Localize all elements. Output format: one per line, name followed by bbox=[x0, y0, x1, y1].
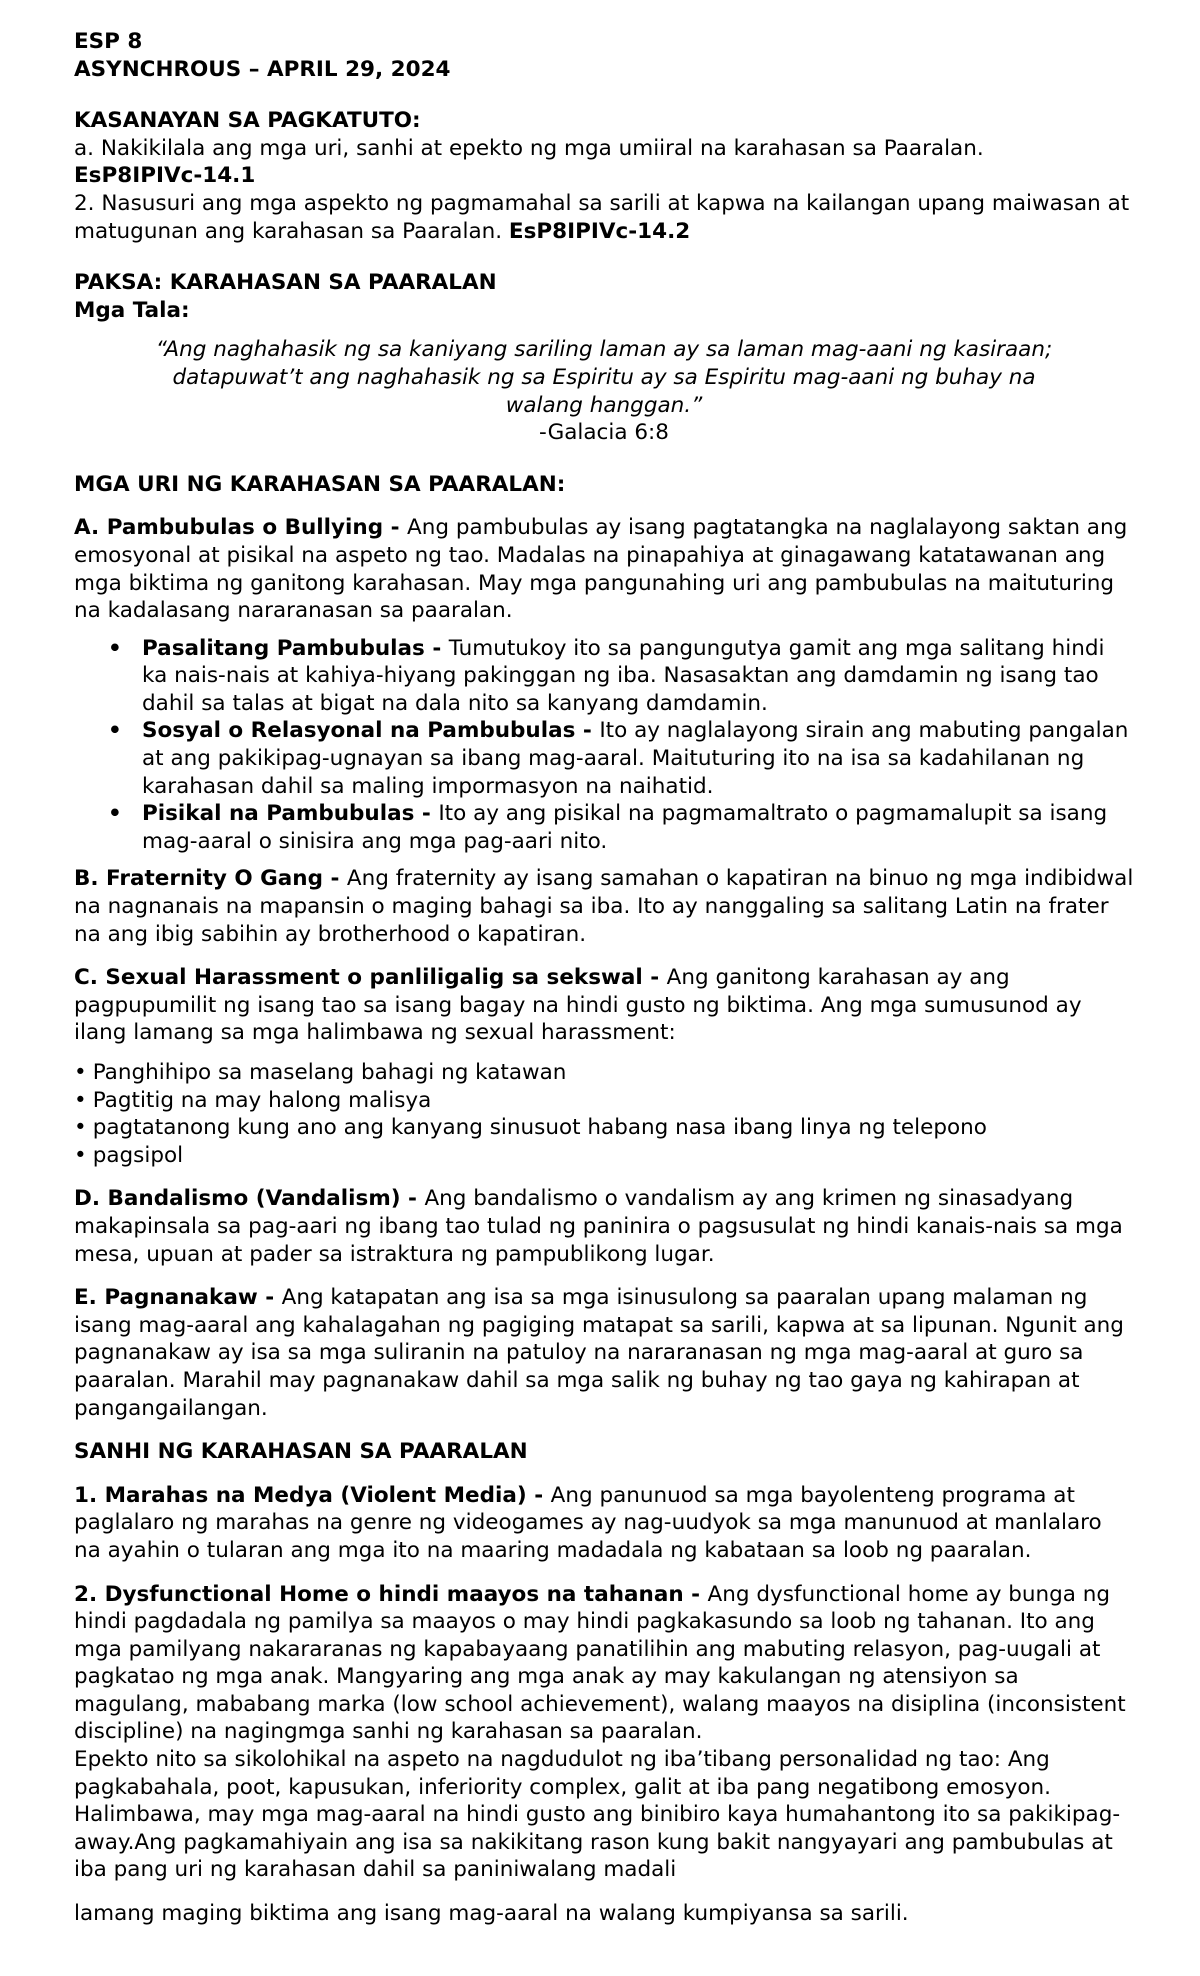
bullet-icon: • bbox=[74, 1060, 87, 1085]
list-item bbox=[74, 635, 1134, 718]
type-b-paragraph bbox=[74, 865, 1134, 948]
topic-heading: PAKSA: KARAHASAN SA PAARALAN bbox=[74, 270, 497, 296]
type-a-paragraph bbox=[74, 514, 1134, 624]
cause-2-text: Ang dysfunctional home ay bunga ng hindi pagdadala ng pamilya sa maayos o may hindi pagkakasundo sa loob ng tahanan. Ito ang mga pamilyang nakararanas ng kapabayaang panatilihin ang mabuting relasyon, pag-uugali at pagkatao ng mga anak. Mangyaring ang mga anak ay may kakulangan ng atensiyon sa magulang, mababang marka (low school achievement), walang maayos na disiplina (inconsistent discipline) na nagingmga sanhi ng karahasan sa paaralan. bbox=[74, 1581, 1126, 1745]
types-heading: MGA URI NG KARAHASAN SA PAARALAN: bbox=[74, 471, 566, 497]
bullet-icon: • bbox=[108, 801, 122, 827]
type-d-text: Ang bandalismo o vandalism ay ang krimen ng sinasadyang makapinsala sa pag-aari ng ibang tao tulad ng paninira o pagsusulat ng hindi kanais-nais sa mga mesa, upuan at pader sa istraktura ng pampublikong lugar. bbox=[74, 1186, 1123, 1267]
type-a-text: Ang pambubulas ay isang pagtatangka na naglalayong saktan ang emosyonal at pisikal na aspeto ng tao. Madalas na pinapahiya at ginagawang katatawanan ang mga biktima ng ganitong karahasan. May mga pangunahing uri ang pambubulas na maituturing na kadalasang nararanasan sa paaralan. bbox=[74, 515, 1128, 624]
quote-citation: -Galacia 6:8 bbox=[539, 420, 669, 446]
objectives-heading: KASANAYAN SA PAGKATUTO: bbox=[74, 108, 421, 134]
subject-title: ESP 8 bbox=[74, 29, 143, 54]
objective-1-code: EsP8IPIVc-14.1 bbox=[74, 163, 256, 189]
bullet-icon: • bbox=[108, 718, 122, 744]
list-item-text: Pagtitig na may halong malisya bbox=[92, 1087, 432, 1113]
objective-2-text: 2. Nasusuri ang mga aspekto ng pagmamahal sa sarili at kapwa na kailangan upang maiwasan at matugunan ang karahasan sa Paaralan. bbox=[74, 190, 1130, 244]
harassment-examples-list bbox=[74, 1059, 1134, 1169]
bible-quote: “Ang naghahasik ng sa kaniyang sariling laman ay sa laman mag-aani ng kasiraan; datapuwat’t ang naghahasik ng sa Espiritu ay sa Espiritu mag-aani ng buhay na walang hanggan.” bbox=[155, 337, 1053, 418]
cause-1-text: Ang panunuod sa mga bayolenteng programa at paglalaro ng marahas na genre ng videogames ay nag-uudyok sa mga manunuod at manlalaro na ayahin o tularan ang mga ito na maaring madadala ng kabataan sa loob ng paaralan. bbox=[74, 1482, 1102, 1563]
bullet-icon: • bbox=[74, 1142, 87, 1168]
type-a-title: A. Pambubulas o Bullying - bbox=[74, 515, 407, 541]
list-item-text: Ito ay naglalayong sirain ang mabuting pangalan at ang pakikipag-ugnayan sa ibang mag-aaral. Maituturing ito na isa sa kadahilanan ng karahasan dahil sa maling impormasyon na naihatid. bbox=[142, 718, 1129, 799]
cause-2-effects: Epekto nito sa sikolohikal na aspeto na nagdudulot ng iba’tibang personalidad ng tao: Ang pagkabahala, poot, kapusukan, inferiority complex, galit at iba pang negatibong emosyon. Halimbawa, may mga mag-aaral na hindi gusto ang binibiro kaya humahantong ito sa pakikipag-away.Ang pagkamahiyain ang isa sa nakikitang rason kung bakit nangyayari ang pambubulas at iba pang uri ng karahasan dahil sa paniniwalang madali bbox=[74, 1747, 1121, 1883]
cause-1-paragraph bbox=[74, 1482, 1134, 1565]
bullying-kinds-list bbox=[74, 635, 1134, 856]
objective-1 bbox=[74, 135, 1134, 190]
cause-2-title: 2. Dysfunctional Home o hindi maayos na tahanan - bbox=[74, 1581, 708, 1607]
type-d-paragraph bbox=[74, 1185, 1134, 1268]
list-item-title: Pasalitang Pambubulas - bbox=[142, 635, 449, 661]
list-item bbox=[74, 800, 1134, 855]
cause-2-paragraph bbox=[74, 1581, 1134, 1747]
list-item-title: Sosyal o Relasyonal na Pambubulas - bbox=[142, 718, 600, 744]
objective-1-text: a. Nakikilala ang mga uri, sanhi at epekto ng mga umiiral na karahasan sa Paaralan. bbox=[74, 135, 984, 161]
type-b-text: Ang fraternity ay isang samahan o kapatiran na binuo ng mga indibidwal na nagnanais na mapansin o maging bahagi sa iba. Ito ay nanggaling sa salitang Latin na frater na ang ibig sabihin ay brotherhood o kapatiran. bbox=[74, 866, 1134, 947]
list-item-text: pagsipol bbox=[92, 1142, 184, 1168]
list-item bbox=[74, 1059, 1134, 1087]
type-e-paragraph bbox=[74, 1284, 1134, 1422]
list-item-text: Ito ay ang pisikal na pagmamaltrato o pagmamalupit sa isang mag-aaral o sinisira ang mga pag-aari nito. bbox=[142, 801, 1108, 854]
type-e-title: E. Pagnanakaw - bbox=[74, 1285, 282, 1311]
session-date: ASYNCHROUS – APRIL 29, 2024 bbox=[74, 56, 451, 82]
objective-2 bbox=[74, 190, 1134, 245]
type-d-title: D. Bandalismo (Vandalism) - bbox=[74, 1186, 425, 1212]
type-c-paragraph bbox=[74, 964, 1134, 1047]
bullet-icon: • bbox=[74, 1115, 87, 1141]
list-item-text: pagtatanong kung ano ang kanyang sinusuot habang nasa ibang linya ng telepono bbox=[92, 1115, 987, 1141]
list-item bbox=[74, 1114, 1134, 1142]
cause-1-title: 1. Marahas na Medya (Violent Media) - bbox=[74, 1482, 551, 1508]
list-item bbox=[74, 1087, 1134, 1115]
list-item-text: Panghihipo sa maselang bahagi ng katawan bbox=[92, 1060, 567, 1085]
type-c-text: Ang ganitong karahasan ay ang pagpupumilit ng isang tao sa isang bagay na hindi gusto ng biktima. Ang mga sumusunod ay ilang lamang sa mga halimbawa ng sexual harassment: bbox=[74, 965, 1082, 1046]
list-item bbox=[74, 717, 1134, 800]
type-c-title: C. Sexual Harassment o panliligalig sa sekswal - bbox=[74, 965, 667, 991]
bullet-icon: • bbox=[108, 635, 122, 661]
list-item-text: Tumutukoy ito sa pangungutya gamit ang mga salitang hindi ka nais-nais at kahiya-hiyang pakinggan ng iba. Nasasaktan ang damdamin ng isang tao dahil sa talas at bigat na dala nito sa kanyang damdamin. bbox=[142, 635, 1105, 716]
causes-heading: SANHI NG KARAHASAN SA PAARALAN bbox=[74, 1439, 528, 1465]
bullet-icon: • bbox=[74, 1087, 87, 1113]
type-b-title: B. Fraternity O Gang - bbox=[74, 866, 347, 892]
document-page bbox=[74, 28, 1134, 1928]
objective-2-code: EsP8IPIVc-14.2 bbox=[508, 218, 691, 244]
type-e-text: Ang katapatan ang isa sa mga isinusulong sa paaralan upang malaman ng isang mag-aaral ang kahalagahan ng pagiging matapat sa sarili, kapwa at sa lipunan. Ngunit ang pagnanakaw ay isa sa mga suliranin na patuloy na nararanasan ng mga mag-aaral at guro sa paaralan. Marahil may pagnanakaw dahil sa mga salik ng buhay ng tao gaya ng kahirapan at pangangailangan. bbox=[74, 1285, 1124, 1421]
notes-label: Mga Tala: bbox=[74, 297, 190, 323]
list-item-title: Pisikal na Pambubulas - bbox=[142, 801, 439, 827]
list-item bbox=[74, 1142, 1134, 1170]
cause-2-continuation: lamang maging biktima ang isang mag-aaral na walang kumpiyansa sa sarili. bbox=[74, 1901, 909, 1927]
